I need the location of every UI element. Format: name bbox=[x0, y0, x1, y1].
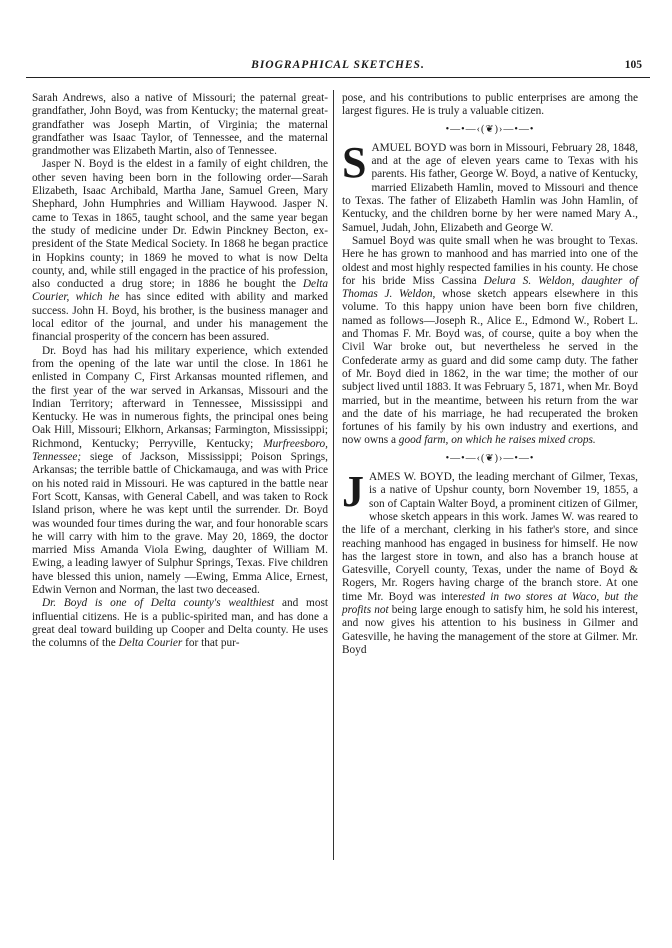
right-column bbox=[342, 92, 638, 657]
running-title: BIOGRAPHICAL SKETCHES. bbox=[251, 59, 425, 71]
left-column bbox=[32, 92, 328, 650]
sketch-samuel-boyd: SAMUEL BOYD was born in Missouri, February 28, 1848, and at the age of eleven years came to Texas with his parents. His father, George W. Boyd, a native of Kentucky, married Elizabeth Hamlin, moved to Missouri and thence to Texas. The father of Elizabeth Hamlin was John Hamlin, of Kentucky, and the children borne by her were named Mary A., Samuel, Judah, John, Elizabeth and George W. bbox=[342, 137, 638, 234]
paragraph: Sarah Andrews, also a native of Missouri; the paternal great-grandfather, John Boyd, was from Kentucky; the maternal great-grandfather was Joseph Martin, of Virginia; the maternal grandfather was Isaac Taylor, of Tennessee, and the maternal grandmother was Elizabeth Martin, also of Tennessee. bbox=[32, 92, 328, 158]
section-ornament: •—•—‹(❦)›—•—• bbox=[445, 452, 535, 464]
paragraph: Dr. Boyd is one of Delta county's wealthiest and most influential citizens. He is a public-spirited man, and has done a great deal toward building up Cooper and Delta county. He uses the columns of the Delta Courier for that pur- bbox=[32, 597, 329, 650]
paragraph: pose, and his contributions to public enterprises are among the largest figures. He is truly a valuable citizen. bbox=[342, 92, 638, 118]
paragraph: Dr. Boyd has had his military experience, which extended from the opening of the late war until the close. In 1861 he enlisted in Company C, First Arkansas mounted riflemen, and the first year of the war served in Arkansas, Missouri and the Indian Territory; afterward in Tennessee, Mississippi and Kentucky. He was in numerous fights, the principal ones being Oak Hill, Missouri; Elkhorn, Arkansas; Farmington, Mississippi; Richmond, Kentucky; Perryville, Kentucky; Murfreesboro, Tennessee; siege of Jackson, Mississippi; Poison Springs, Arkansas; the terrible battle of Chickamauga, and was with Price on his noted raid in Missouri. He was captured in the battle near Fort Scott, Kansas, with General Cabell, and was taken to Rock Island prison, where he was kept until the surrender. Dr. Boyd was wounded four times during the war, and four honorable scars he will carry with him to the grave. May 20, 1869, the doctor married Miss Amanda Viola Ewing, daughter of William M. Ewing, a leading lawyer of Sulphur Springs, Texas. Five children have blessed this union, namely —Ewing, Emma Alice, Ernest, Edwin Vernon and Norman, the last two deceased. bbox=[32, 344, 329, 596]
running-header bbox=[26, 59, 650, 77]
paragraph: Jasper N. Boyd is the eldest in a family of eight children, the other seven having been born in the following order—Sarah Elizabeth, Isaac Archibald, Martha Jane, Samuel Green, Mary Shephard, John Humphries and William Haywood. Jasper N. came to Texas in 1865, taught school, and the same year began the study of medicine under Dr. Edwin Pinckney Becton, ex-president of the State Medical Society. In 1868 he began practice in Hopkins county; in 1869 he moved to what is now Delta county, and, while still engaged in the practice of his profession, also conducted a drug store; in 1886 he bought the Delta Courier, which he has since edited with ability and marked success. John H. Boyd, his brother, is the business manager and local editor of the journal, and under his management the financial prosperity of the concern has been assured. bbox=[32, 158, 328, 344]
section-ornament: •—•—‹(❦)›—•—• bbox=[445, 123, 535, 135]
page-number: 105 bbox=[624, 59, 642, 71]
column-divider bbox=[333, 90, 334, 860]
header-rule bbox=[26, 77, 650, 78]
sketch-james-boyd: JAMES W. BOYD, the leading merchant of Gilmer, Texas, is a native of Upshur county, born November 19, 1855, a son of Captain Walter Boyd, a prominent citizen of Gilmer, whose sketch appears in this work. James W. was reared to the life of a merchant, clerking in his father's store, and since reaching manhood has engaged in business for himself. He now has the largest store in town, and also has a branch house at Gatesville, Coryell county, Texas, under the name of Boyd & Rogers, Mr. Rogers having charge of the branch store. At one time Mr. Boyd was interested in two stores at Waco, but the profits not being large enough to satisfy him, he sold his interest, and now gives his attention to his business in Gilmer and Gatesville, he having the management of the store at Gilmer. Mr. Boyd bbox=[342, 467, 638, 656]
paragraph: Samuel Boyd was quite small when he was brought to Texas. Here he has grown to manhood and has married into one of the oldest and most highly respected families in his county. He chose for his bride Miss Cassina Delura S. Weldon, daughter of Thomas J. Weldon, whose sketch appears elsewhere in this volume. To this happy union have been born five children, named as follows—Joseph R., Alice E., Edmond W., Robert L. and Thomas F. Mr. Boyd was, of course, quite a boy when the Civil War broke out, but nevertheless he served in the Confederate army as guard and did some camp duty. The father of Mr. Boyd died in 1862, in the war time; the mother of our subject lived until 1883. It was February 5, 1871, when Mr. Boyd married, but in the meantime, between his return from the war and the date of his marriage, he had recuperated the broken fortunes of his family by his own industry and exertions, and now owns a good farm, on which he raises mixed crops. bbox=[342, 234, 638, 447]
drop-cap: S bbox=[342, 137, 367, 187]
drop-cap: J bbox=[342, 467, 364, 517]
